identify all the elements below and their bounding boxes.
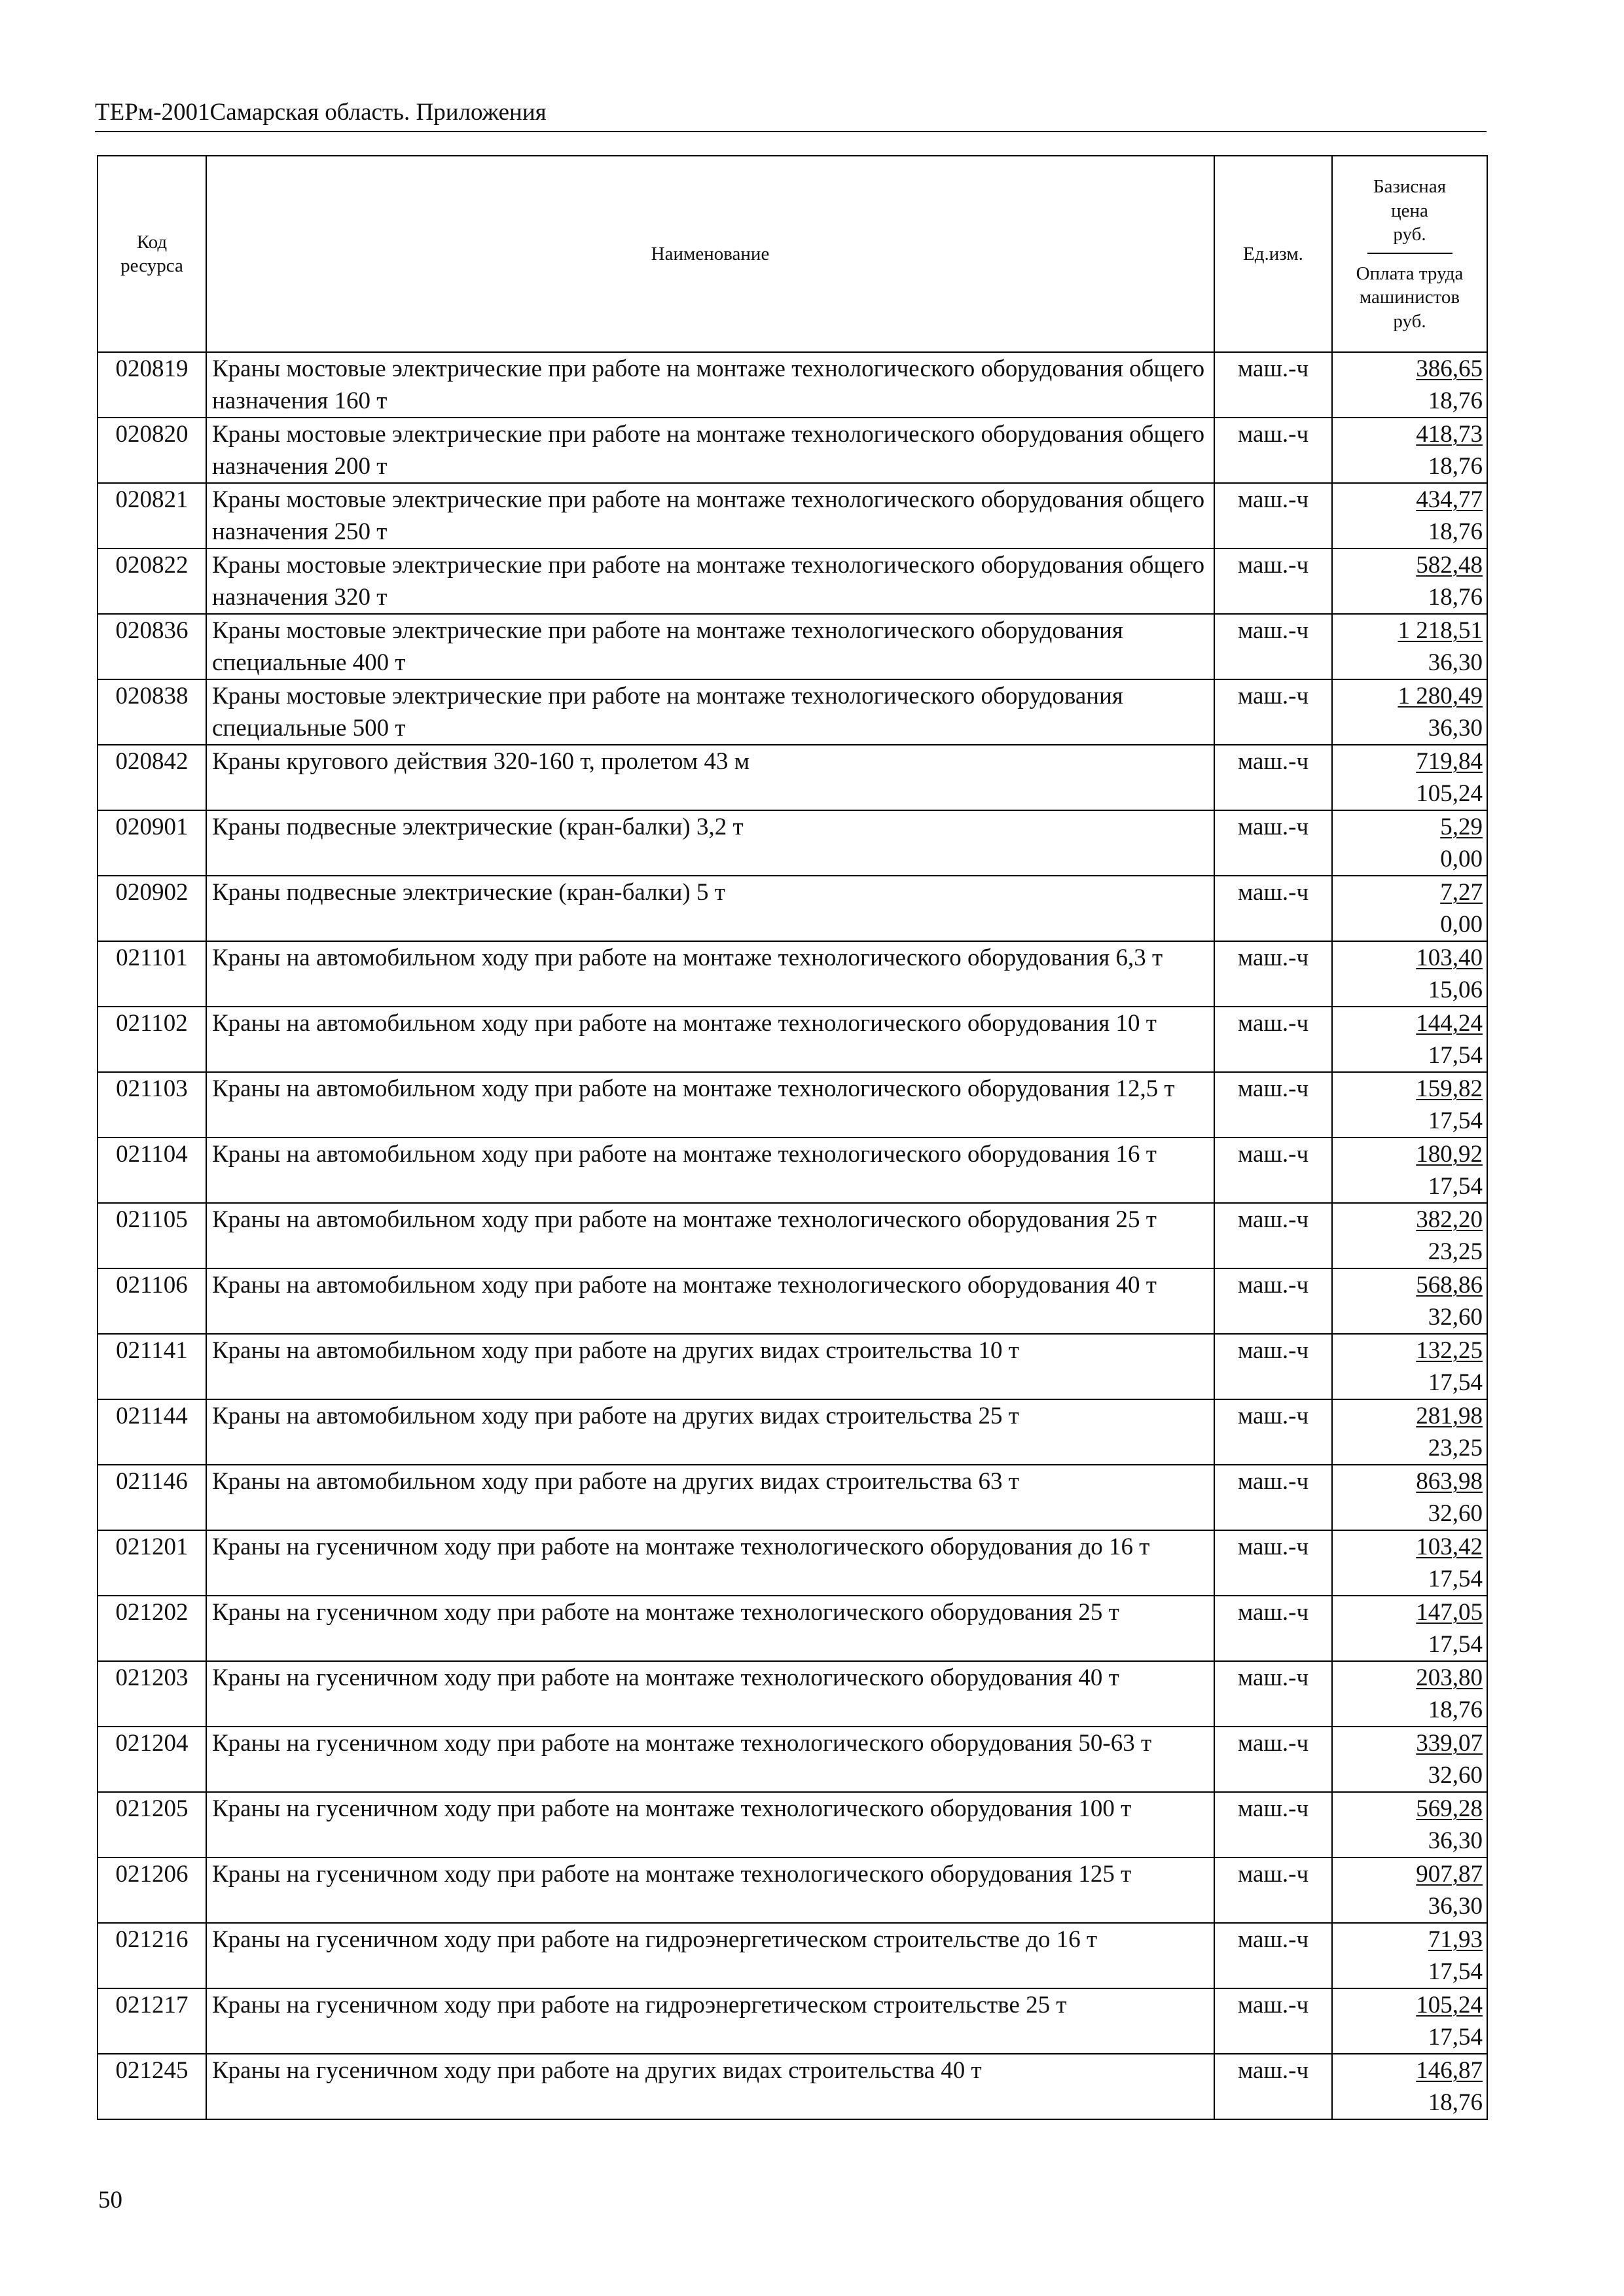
price-cell xyxy=(1332,1138,1487,1203)
unit-of-measure: маш.-ч xyxy=(1214,1334,1332,1399)
resource-name: Краны мостовые электрические при работе на монтаже технологического оборудования общего назначения 160 т xyxy=(206,352,1214,418)
unit-of-measure: маш.-ч xyxy=(1214,1596,1332,1661)
unit-of-measure: маш.-ч xyxy=(1214,1268,1332,1334)
table-row xyxy=(98,876,1487,941)
table-row xyxy=(98,1138,1487,1203)
price-cell xyxy=(1332,1857,1487,1923)
operator-pay: 18,76 xyxy=(1428,518,1483,545)
price-cell xyxy=(1332,1007,1487,1072)
price-cell xyxy=(1332,1072,1487,1138)
unit-of-measure: маш.-ч xyxy=(1214,1072,1332,1138)
price-cell xyxy=(1332,810,1487,876)
operator-pay: 32,60 xyxy=(1428,1500,1483,1527)
unit-of-measure: маш.-ч xyxy=(1214,745,1332,810)
price-cell xyxy=(1332,1988,1487,2054)
unit-of-measure: маш.-ч xyxy=(1214,1465,1332,1530)
base-price: 1 280,49 xyxy=(1398,683,1483,709)
header-fraction-line xyxy=(1367,253,1453,254)
resource-name: Краны на автомобильном ходу при работе на монтаже технологического оборудования 25 т xyxy=(206,1203,1214,1268)
unit-of-measure: маш.-ч xyxy=(1214,614,1332,679)
operator-pay: 18,76 xyxy=(1428,1696,1483,1723)
resource-name: Краны на автомобильном ходу при работе на других видах строительства 10 т xyxy=(206,1334,1214,1399)
unit-of-measure: маш.-ч xyxy=(1214,1399,1332,1465)
operator-pay: 36,30 xyxy=(1428,1827,1483,1854)
price-cell xyxy=(1332,876,1487,941)
base-price: 71,93 xyxy=(1428,1926,1483,1953)
unit-of-measure: маш.-ч xyxy=(1214,548,1332,614)
resource-name: Краны кругового действия 320-160 т, пролетом 43 м xyxy=(206,745,1214,810)
operator-pay: 18,76 xyxy=(1428,2089,1483,2116)
resource-code: 021245 xyxy=(98,2054,206,2119)
resource-code: 021202 xyxy=(98,1596,206,1661)
resource-name: Краны на гусеничном ходу при работе на других видах строительства 40 т xyxy=(206,2054,1214,2119)
operator-pay: 18,76 xyxy=(1428,387,1483,414)
table-row xyxy=(98,483,1487,548)
column-header-name: Наименование xyxy=(206,156,1214,352)
resource-name: Краны на гусеничном ходу при работе на монтаже технологического оборудования 40 т xyxy=(206,1661,1214,1727)
unit-of-measure: маш.-ч xyxy=(1214,1203,1332,1268)
resource-code: 020838 xyxy=(98,679,206,745)
resource-code: 020836 xyxy=(98,614,206,679)
base-price: 386,65 xyxy=(1416,355,1483,382)
resource-code: 021144 xyxy=(98,1399,206,1465)
resource-name: Краны на гусеничном ходу при работе на гидроэнергетическом строительстве 25 т xyxy=(206,1988,1214,2054)
operator-pay: 17,54 xyxy=(1428,1369,1483,1396)
base-price: 582,48 xyxy=(1416,552,1483,579)
table-row xyxy=(98,1465,1487,1530)
base-price: 339,07 xyxy=(1416,1730,1483,1757)
price-cell xyxy=(1332,1399,1487,1465)
resource-name: Краны на гусеничном ходу при работе на монтаже технологического оборудования 25 т xyxy=(206,1596,1214,1661)
table-row xyxy=(98,1596,1487,1661)
table-row xyxy=(98,1007,1487,1072)
operator-pay: 15,06 xyxy=(1428,977,1483,1003)
unit-of-measure: маш.-ч xyxy=(1214,1988,1332,2054)
operator-pay: 23,25 xyxy=(1428,1238,1483,1265)
resource-code: 020822 xyxy=(98,548,206,614)
resource-name: Краны мостовые электрические при работе на монтаже технологического оборудования общего назначения 250 т xyxy=(206,483,1214,548)
unit-of-measure: маш.-ч xyxy=(1214,352,1332,418)
resource-name: Краны мостовые электрические при работе на монтаже технологического оборудования общего назначения 320 т xyxy=(206,548,1214,614)
base-price: 382,20 xyxy=(1416,1206,1483,1233)
resource-name: Краны на автомобильном ходу при работе на монтаже технологического оборудования 10 т xyxy=(206,1007,1214,1072)
table-row xyxy=(98,1857,1487,1923)
base-price: 203,80 xyxy=(1416,1664,1483,1691)
header-rule xyxy=(95,131,1487,132)
resource-code: 020821 xyxy=(98,483,206,548)
table-row xyxy=(98,1661,1487,1727)
table-row xyxy=(98,352,1487,418)
table-row xyxy=(98,1923,1487,1988)
base-price: 147,05 xyxy=(1416,1599,1483,1626)
price-cell xyxy=(1332,1596,1487,1661)
unit-of-measure: маш.-ч xyxy=(1214,418,1332,483)
table-row xyxy=(98,941,1487,1007)
resource-name: Краны на гусеничном ходу при работе на монтаже технологического оборудования до 16 т xyxy=(206,1530,1214,1596)
table-row xyxy=(98,1530,1487,1596)
resource-name: Краны на автомобильном ходу при работе на других видах строительства 25 т xyxy=(206,1399,1214,1465)
base-price: 568,86 xyxy=(1416,1272,1483,1299)
operator-pay: 36,30 xyxy=(1428,1893,1483,1920)
operator-pay: 36,30 xyxy=(1428,649,1483,676)
resource-code: 021206 xyxy=(98,1857,206,1923)
base-price: 434,77 xyxy=(1416,486,1483,513)
price-cell xyxy=(1332,679,1487,745)
resource-code: 021105 xyxy=(98,1203,206,1268)
unit-of-measure: маш.-ч xyxy=(1214,1792,1332,1857)
price-cell xyxy=(1332,2054,1487,2119)
price-cell xyxy=(1332,745,1487,810)
column-header-price xyxy=(1332,156,1487,352)
resource-name: Краны мостовые электрические при работе на монтаже технологического оборудования специальные 500 т xyxy=(206,679,1214,745)
operator-pay: 17,54 xyxy=(1428,2024,1483,2051)
column-header-base-price: Базисная цена руб. xyxy=(1373,176,1447,245)
table-row xyxy=(98,614,1487,679)
resource-name: Краны на автомобильном ходу при работе на монтаже технологического оборудования 12,5 т xyxy=(206,1072,1214,1138)
base-price: 863,98 xyxy=(1416,1468,1483,1495)
column-header-code: Код ресурса xyxy=(98,156,206,352)
operator-pay: 18,76 xyxy=(1428,584,1483,611)
base-price: 569,28 xyxy=(1416,1795,1483,1822)
price-cell xyxy=(1332,1661,1487,1727)
operator-pay: 36,30 xyxy=(1428,715,1483,742)
table-row xyxy=(98,1334,1487,1399)
base-price: 144,24 xyxy=(1416,1010,1483,1037)
resource-name: Краны подвесные электрические (кран-балки) 5 т xyxy=(206,876,1214,941)
base-price: 103,40 xyxy=(1416,944,1483,971)
operator-pay: 17,54 xyxy=(1428,1631,1483,1658)
resource-code: 021205 xyxy=(98,1792,206,1857)
resource-code: 020819 xyxy=(98,352,206,418)
table-row xyxy=(98,679,1487,745)
table-row xyxy=(98,1988,1487,2054)
base-price: 132,25 xyxy=(1416,1337,1483,1364)
base-price: 7,27 xyxy=(1440,879,1483,906)
column-header-unit: Ед.изм. xyxy=(1214,156,1332,352)
table-row xyxy=(98,1399,1487,1465)
unit-of-measure: маш.-ч xyxy=(1214,1138,1332,1203)
base-price: 180,92 xyxy=(1416,1141,1483,1168)
resource-code: 020901 xyxy=(98,810,206,876)
unit-of-measure: маш.-ч xyxy=(1214,1727,1332,1792)
price-cell xyxy=(1332,1792,1487,1857)
operator-pay: 0,00 xyxy=(1440,846,1483,872)
resource-code: 021106 xyxy=(98,1268,206,1334)
page-number: 50 xyxy=(98,2187,122,2214)
base-price: 159,82 xyxy=(1416,1075,1483,1102)
base-price: 5,29 xyxy=(1440,814,1483,840)
table-row xyxy=(98,1268,1487,1334)
table-row xyxy=(98,1792,1487,1857)
base-price: 146,87 xyxy=(1416,2057,1483,2084)
operator-pay: 17,54 xyxy=(1428,1107,1483,1134)
resource-code: 021141 xyxy=(98,1334,206,1399)
base-price: 1 218,51 xyxy=(1398,617,1483,644)
resource-code: 021201 xyxy=(98,1530,206,1596)
resource-code: 021203 xyxy=(98,1661,206,1727)
resource-code: 021146 xyxy=(98,1465,206,1530)
unit-of-measure: маш.-ч xyxy=(1214,1857,1332,1923)
price-cell xyxy=(1332,1334,1487,1399)
resource-name: Краны мостовые электрические при работе на монтаже технологического оборудования специальные 400 т xyxy=(206,614,1214,679)
price-cell xyxy=(1332,941,1487,1007)
table-header-row xyxy=(98,156,1487,352)
price-cell xyxy=(1332,1465,1487,1530)
resource-name: Краны на автомобильном ходу при работе на других видах строительства 63 т xyxy=(206,1465,1214,1530)
table-row xyxy=(98,1727,1487,1792)
price-cell xyxy=(1332,483,1487,548)
price-cell xyxy=(1332,1727,1487,1792)
base-price: 103,42 xyxy=(1416,1534,1483,1560)
operator-pay: 23,25 xyxy=(1428,1435,1483,1462)
resource-code: 021102 xyxy=(98,1007,206,1072)
operator-pay: 18,76 xyxy=(1428,453,1483,480)
resource-code: 021204 xyxy=(98,1727,206,1792)
resource-code: 021101 xyxy=(98,941,206,1007)
resource-name: Краны на автомобильном ходу при работе на монтаже технологического оборудования 16 т xyxy=(206,1138,1214,1203)
operator-pay: 32,60 xyxy=(1428,1762,1483,1789)
resource-name: Краны на гусеничном ходу при работе на монтаже технологического оборудования 50-63 т xyxy=(206,1727,1214,1792)
resource-price-table xyxy=(97,155,1488,2120)
unit-of-measure: маш.-ч xyxy=(1214,810,1332,876)
resource-code: 020820 xyxy=(98,418,206,483)
unit-of-measure: маш.-ч xyxy=(1214,1661,1332,1727)
operator-pay: 17,54 xyxy=(1428,1173,1483,1200)
table-row xyxy=(98,745,1487,810)
resource-name: Краны на гусеничном ходу при работе на гидроэнергетическом строительстве до 16 т xyxy=(206,1923,1214,1988)
table-row xyxy=(98,1072,1487,1138)
resource-code: 020902 xyxy=(98,876,206,941)
resource-name: Краны на гусеничном ходу при работе на монтаже технологического оборудования 125 т xyxy=(206,1857,1214,1923)
operator-pay: 17,54 xyxy=(1428,1566,1483,1592)
table-row xyxy=(98,1203,1487,1268)
unit-of-measure: маш.-ч xyxy=(1214,2054,1332,2119)
resource-code: 021103 xyxy=(98,1072,206,1138)
base-price: 907,87 xyxy=(1416,1861,1483,1888)
price-cell xyxy=(1332,1530,1487,1596)
base-price: 105,24 xyxy=(1416,1992,1483,2018)
operator-pay: 17,54 xyxy=(1428,1958,1483,1985)
table-row xyxy=(98,810,1487,876)
price-cell xyxy=(1332,352,1487,418)
resource-code: 021217 xyxy=(98,1988,206,2054)
unit-of-measure: маш.-ч xyxy=(1214,1007,1332,1072)
price-cell xyxy=(1332,614,1487,679)
base-price: 418,73 xyxy=(1416,421,1483,448)
operator-pay: 32,60 xyxy=(1428,1304,1483,1331)
resource-name: Краны подвесные электрические (кран-балки) 3,2 т xyxy=(206,810,1214,876)
running-header: ТЕРм-2001Самарская область. Приложения xyxy=(95,99,547,126)
resource-name: Краны на автомобильном ходу при работе на монтаже технологического оборудования 6,3 т xyxy=(206,941,1214,1007)
unit-of-measure: маш.-ч xyxy=(1214,483,1332,548)
column-header-operator-pay: Оплата труда машинистов руб. xyxy=(1356,263,1464,332)
table-row xyxy=(98,418,1487,483)
price-cell xyxy=(1332,418,1487,483)
resource-code: 020842 xyxy=(98,745,206,810)
table-row xyxy=(98,548,1487,614)
resource-code: 021216 xyxy=(98,1923,206,1988)
resource-name: Краны мостовые электрические при работе на монтаже технологического оборудования общего назначения 200 т xyxy=(206,418,1214,483)
resource-name: Краны на гусеничном ходу при работе на монтаже технологического оборудования 100 т xyxy=(206,1792,1214,1857)
price-cell xyxy=(1332,1203,1487,1268)
operator-pay: 17,54 xyxy=(1428,1042,1483,1069)
unit-of-measure: маш.-ч xyxy=(1214,876,1332,941)
base-price: 719,84 xyxy=(1416,748,1483,775)
operator-pay: 0,00 xyxy=(1440,911,1483,938)
unit-of-measure: маш.-ч xyxy=(1214,1530,1332,1596)
price-cell xyxy=(1332,548,1487,614)
unit-of-measure: маш.-ч xyxy=(1214,941,1332,1007)
resource-name: Краны на автомобильном ходу при работе на монтаже технологического оборудования 40 т xyxy=(206,1268,1214,1334)
operator-pay: 105,24 xyxy=(1416,780,1483,807)
unit-of-measure: маш.-ч xyxy=(1214,679,1332,745)
base-price: 281,98 xyxy=(1416,1403,1483,1429)
unit-of-measure: маш.-ч xyxy=(1214,1923,1332,1988)
table-row xyxy=(98,2054,1487,2119)
price-cell xyxy=(1332,1268,1487,1334)
price-cell xyxy=(1332,1923,1487,1988)
resource-code: 021104 xyxy=(98,1138,206,1203)
